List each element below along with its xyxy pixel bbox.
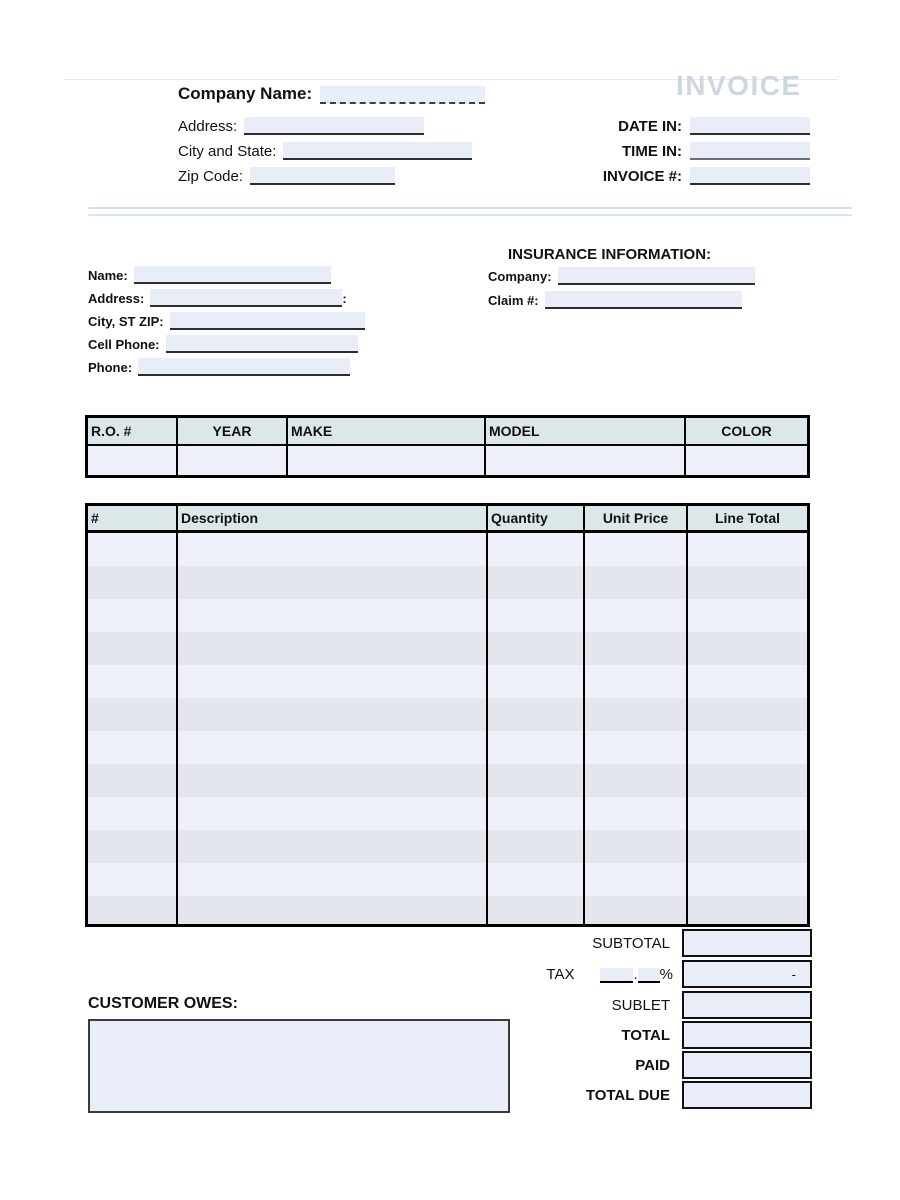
company-city-state-row [178, 142, 472, 160]
time-in-field[interactable] [690, 142, 810, 160]
items-number-column[interactable] [88, 533, 176, 924]
vehicle-table-header [88, 418, 807, 446]
customer-cell-label: Cell Phone: [88, 337, 160, 353]
customer-name-row [88, 266, 331, 284]
vehicle-col-year: YEAR [176, 418, 286, 444]
customer-address-field[interactable] [150, 289, 342, 307]
customer-owes-heading: CUSTOMER OWES: [88, 995, 238, 1012]
customer-phone-row [88, 358, 350, 376]
vehicle-col-ro: R.O. # [91, 423, 132, 439]
customer-address-row [88, 289, 347, 307]
vehicle-model-cell[interactable] [484, 446, 684, 475]
vehicle-color-cell[interactable] [684, 446, 807, 475]
total-label: TOTAL [621, 1026, 670, 1044]
paid-label: PAID [635, 1056, 670, 1074]
company-name-field[interactable] [320, 86, 485, 104]
time-in-row [540, 142, 810, 160]
company-city-state-field[interactable] [283, 142, 472, 160]
date-in-field[interactable] [690, 117, 810, 135]
customer-cell-row [88, 335, 358, 353]
customer-phone-label: Phone: [88, 360, 133, 376]
items-col-number: # [91, 510, 99, 526]
subtotal-box[interactable] [682, 929, 812, 957]
insurance-company-row [488, 267, 755, 285]
sublet-label: SUBLET [611, 996, 670, 1014]
vehicle-table [85, 415, 810, 478]
items-table-body [88, 533, 807, 924]
tax-row [440, 960, 812, 988]
vehicle-ro-cell[interactable] [88, 446, 176, 475]
insurance-company-field[interactable] [558, 267, 755, 285]
items-description-column[interactable] [176, 533, 486, 924]
customer-name-label: Name: [88, 268, 128, 284]
customer-address-suffix: : [342, 291, 347, 307]
insurance-claim-field[interactable] [545, 291, 742, 309]
company-address-label: Address: [178, 117, 238, 135]
invoice-number-field[interactable] [690, 167, 810, 185]
items-quantity-column[interactable] [486, 533, 583, 924]
vehicle-year-cell[interactable] [176, 446, 286, 475]
items-unit-price-column[interactable] [583, 533, 686, 924]
items-col-unit-price: Unit Price [583, 506, 686, 530]
company-address-field[interactable] [244, 117, 424, 135]
customer-city-field[interactable] [170, 312, 365, 330]
date-in-label: DATE IN: [618, 118, 682, 135]
insurance-claim-row [488, 291, 742, 309]
company-name-label: Company Name: [178, 84, 313, 103]
tax-decimal-point: . [633, 965, 638, 983]
tax-percent-fraction-field[interactable] [638, 968, 660, 983]
tax-percent-whole-field[interactable] [600, 968, 633, 983]
insurance-heading: INSURANCE INFORMATION: [508, 246, 712, 263]
tax-label-group [440, 966, 682, 983]
tax-label: TAX [546, 965, 575, 983]
vehicle-table-row [88, 446, 807, 475]
insurance-company-label: Company: [488, 269, 552, 285]
subtotal-row [440, 929, 812, 957]
sublet-box[interactable] [682, 991, 812, 1019]
vehicle-col-color: COLOR [684, 418, 807, 444]
vehicle-col-make: MAKE [286, 418, 484, 444]
company-address-row [178, 117, 424, 135]
invoice-number-label: INVOICE #: [602, 168, 682, 185]
items-table [85, 503, 810, 927]
paid-box[interactable] [682, 1051, 812, 1079]
customer-city-label: City, ST ZIP: [88, 314, 164, 330]
customer-name-field[interactable] [134, 266, 331, 284]
items-table-header [88, 506, 807, 533]
items-col-description: Description [176, 506, 486, 530]
customer-owes-box[interactable] [88, 1019, 510, 1113]
subtotal-label: SUBTOTAL [592, 934, 670, 952]
invoice-number-row [540, 167, 810, 185]
tax-box[interactable]: - [682, 960, 812, 988]
tax-percent-sign: % [659, 965, 673, 983]
company-zip-field[interactable] [250, 167, 395, 185]
total-due-label: TOTAL DUE [585, 1086, 670, 1104]
items-col-line-total: Line Total [686, 506, 807, 530]
total-box[interactable] [682, 1021, 812, 1049]
customer-phone-field[interactable] [138, 358, 350, 376]
items-col-quantity: Quantity [486, 506, 583, 530]
vehicle-col-model: MODEL [484, 418, 684, 444]
company-zip-row [178, 167, 395, 185]
date-in-row [540, 117, 810, 135]
customer-address-label: Address: [88, 291, 145, 307]
company-city-state-label: City and State: [178, 142, 277, 160]
customer-city-row [88, 312, 365, 330]
invoice-watermark: INVOICE [676, 70, 802, 101]
time-in-label: TIME IN: [622, 143, 682, 160]
company-zip-label: Zip Code: [178, 167, 244, 185]
vehicle-make-cell[interactable] [286, 446, 484, 475]
insurance-claim-label: Claim #: [488, 293, 539, 309]
header-divider [88, 207, 852, 216]
company-name-row [178, 84, 485, 104]
sublet-row [440, 991, 812, 1019]
items-line-total-column[interactable] [686, 533, 807, 924]
total-due-box[interactable] [682, 1081, 812, 1109]
customer-cell-field[interactable] [166, 335, 358, 353]
